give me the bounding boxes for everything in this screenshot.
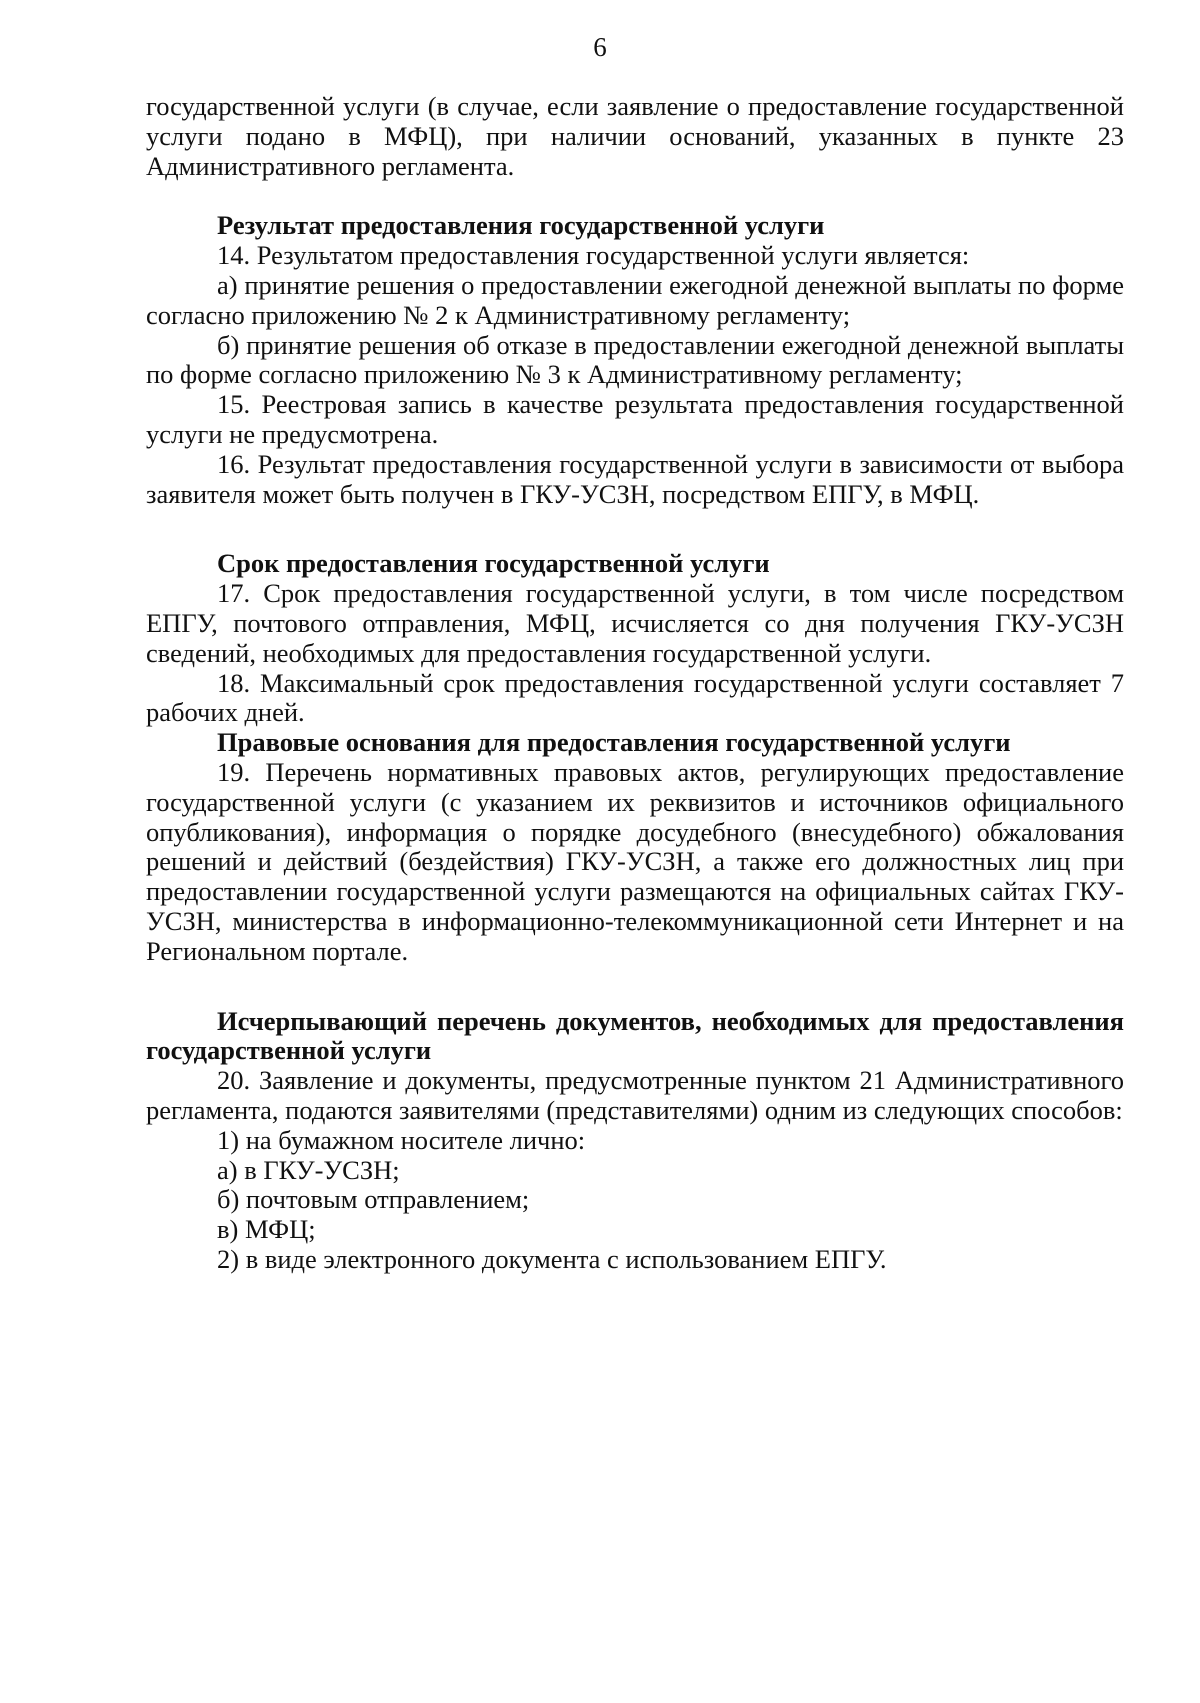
paragraph-14b: б) принятие решения об отказе в предоставлении ежегодной денежной выплаты по форме согласно приложению № 3 к Административному регламенту; — [146, 329, 1124, 390]
document-body — [146, 92, 1124, 1275]
paragraph-16: 16. Результат предоставления государственной услуги в зависимости от выбора заявителя может быть получен в ГКУ-УСЗН, посредством ЕПГУ, в МФЦ. — [146, 448, 1124, 509]
paragraph-20-1: 1) на бумажном носителе лично: — [217, 1124, 586, 1155]
paragraph-17: 17. Срок предоставления государственной услуги, в том числе посредством ЕПГУ, почтового отправления, МФЦ, исчисляется со дня получения ГКУ-УСЗН сведений, необходимых для предоставления государственной услуги. — [146, 578, 1124, 668]
paragraph-19: 19. Перечень нормативных правовых актов, регулирующих предоставление государственной услуги (с указанием их реквизитов и источников официального опубликования), информация о порядке досудебного (внесудебного) обжалования решений и действий (бездействия) ГКУ-УСЗН, а также его должностных лиц при предоставлении государственной услуги размещаются на официальных сайтах ГКУ-УСЗН, министерства в информационно-телекоммуникационной сети Интернет и на Региональном портале. — [146, 756, 1124, 966]
spacer — [146, 509, 1124, 549]
paragraph-14a: а) принятие решения о предоставлении ежегодной денежной выплаты по форме согласно приложению № 2 к Административному регламенту; — [146, 269, 1124, 330]
paragraph-14: 14. Результатом предоставления государственной услуги является: — [217, 240, 970, 271]
spacer — [146, 967, 1124, 1007]
paragraph-18: 18. Максимальный срок предоставления государственной услуги составляет 7 рабочих дней. — [146, 667, 1124, 728]
paragraph-20: 20. Заявление и документы, предусмотренные пунктом 21 Административного регламента, подаются заявителями (представителями) одним из следующих способов: — [146, 1065, 1124, 1125]
paragraph-intro: государственной услуги (в случае, если заявление о предоставление государственной услуги подано в МФЦ), при наличии оснований, указанных в пункте 23 Административного регламента. — [146, 91, 1124, 181]
paragraph-20-1c: в) МФЦ; — [217, 1214, 316, 1245]
heading-result: Результат предоставления государственной услуги — [217, 210, 825, 241]
page-number: 6 — [593, 32, 607, 62]
heading-docs: Исчерпывающий перечень документов, необходимых для предоставления государственной услуги — [146, 1005, 1124, 1066]
paragraph-15: 15. Реестровая запись в качестве результата предоставления государственной услуги не предусмотрена. — [146, 389, 1124, 449]
spacer — [146, 181, 1124, 211]
paragraph-20-1b: б) почтовым отправлением; — [217, 1184, 530, 1215]
paragraph-20-1a: а) в ГКУ-УСЗН; — [217, 1154, 400, 1185]
paragraph-20-2: 2) в виде электронного документа с использованием ЕПГУ. — [217, 1243, 887, 1274]
heading-legal: Правовые основания для предоставления государственной услуги — [217, 727, 1011, 758]
heading-term: Срок предоставления государственной услуги — [217, 548, 770, 579]
